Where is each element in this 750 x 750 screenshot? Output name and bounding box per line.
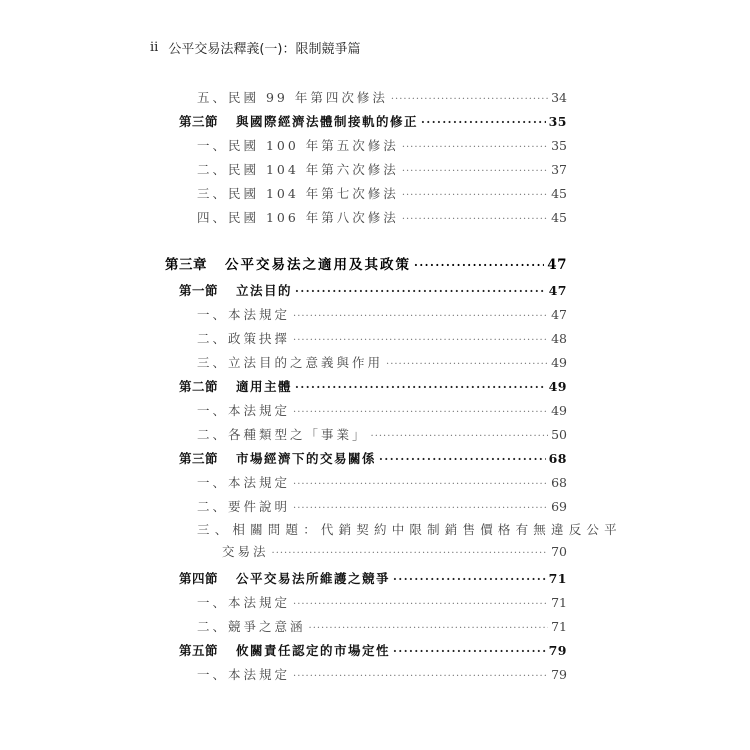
leader-dots xyxy=(379,453,546,466)
entry-page: 47 xyxy=(551,307,567,322)
toc-entry[interactable] xyxy=(197,305,567,323)
section-number: 第二節 xyxy=(179,379,219,394)
entry-label: 二、政策抉擇 xyxy=(197,331,291,346)
page-number: ii xyxy=(150,39,159,55)
entry-label: 一、本法規定 xyxy=(197,595,291,610)
leader-dots xyxy=(293,599,548,610)
chapter-page: 47 xyxy=(547,257,567,273)
entry-label: 三、民國 104 年第七次修法 xyxy=(197,186,399,201)
toc-section[interactable] xyxy=(179,641,567,659)
leader-dots xyxy=(421,116,546,129)
book-title: 公平交易法釋義(一)：限制競爭篇 xyxy=(168,41,361,57)
toc-entry[interactable] xyxy=(197,88,567,106)
section-title: 與國際經濟法體制接軌的修正 xyxy=(236,114,419,129)
section-title: 市場經濟下的交易關係 xyxy=(236,451,377,466)
leader-dots xyxy=(402,190,548,201)
section-number: 第三節 xyxy=(179,451,219,466)
section-page: 35 xyxy=(548,114,567,129)
leader-dots xyxy=(295,381,546,394)
entry-page: 49 xyxy=(551,403,567,418)
leader-dots xyxy=(293,503,548,514)
leader-dots xyxy=(371,431,549,442)
toc-entry[interactable] xyxy=(197,160,567,178)
leader-dots xyxy=(402,142,548,153)
leader-dots xyxy=(309,623,549,634)
entry-label: 四、民國 106 年第八次修法 xyxy=(197,210,399,225)
entry-label: 二、各種類型之「事業」 xyxy=(197,427,368,442)
entry-page: 34 xyxy=(551,90,567,105)
section-number: 第三節 xyxy=(179,114,219,129)
entry-page: 45 xyxy=(551,186,567,201)
toc-entry-wrapped-line[interactable]: 三、相關問題：代銷契約中限制銷售價格有無違反公平 xyxy=(197,522,622,537)
entry-label: 一、民國 100 年第五次修法 xyxy=(197,138,399,153)
leader-dots xyxy=(393,573,546,586)
leader-dots xyxy=(386,359,548,370)
entry-page: 71 xyxy=(551,619,567,634)
chapter-title: 公平交易法之適用及其政策 xyxy=(225,257,411,273)
section-title: 適用主體 xyxy=(236,379,293,394)
entry-page: 71 xyxy=(551,595,567,610)
toc-entry[interactable] xyxy=(197,617,567,635)
toc-entry[interactable] xyxy=(197,329,567,347)
section-title: 公平交易法所維護之競爭 xyxy=(236,571,391,586)
toc-entry[interactable] xyxy=(197,136,567,154)
section-page: 71 xyxy=(548,571,567,586)
toc-section[interactable] xyxy=(179,281,567,299)
toc-entry[interactable] xyxy=(197,425,567,443)
section-title: 立法目的 xyxy=(236,283,293,298)
entry-label: 二、民國 104 年第六次修法 xyxy=(197,162,399,177)
section-number: 第五節 xyxy=(179,643,219,658)
leader-dots xyxy=(293,407,548,418)
entry-label: 二、競爭之意涵 xyxy=(197,619,306,634)
toc-section[interactable] xyxy=(179,449,567,467)
entry-label: 交易法 xyxy=(222,544,269,559)
entry-label: 一、本法規定 xyxy=(197,307,291,322)
entry-page: 50 xyxy=(551,427,567,442)
section-number: 第四節 xyxy=(179,571,219,586)
entry-page: 35 xyxy=(551,138,567,153)
chapter-number: 第三章 xyxy=(165,257,207,273)
entry-page: 37 xyxy=(551,162,567,177)
toc-entry[interactable] xyxy=(197,208,567,226)
toc-entry[interactable] xyxy=(197,401,567,419)
toc-entry[interactable] xyxy=(197,497,567,515)
leader-dots xyxy=(293,671,548,682)
toc-section[interactable] xyxy=(179,377,567,395)
entry-label: 五、民國 99 年第四次修法 xyxy=(197,90,388,105)
leader-dots xyxy=(402,166,548,177)
section-page: 79 xyxy=(548,643,567,658)
section-title: 攸關責任認定的市場定性 xyxy=(236,643,391,658)
section-page: 47 xyxy=(548,283,567,298)
entry-page: 70 xyxy=(551,544,567,559)
leader-dots xyxy=(414,259,544,272)
toc-section[interactable] xyxy=(179,112,567,130)
toc-chapter[interactable] xyxy=(165,253,567,273)
entry-label: 一、本法規定 xyxy=(197,475,291,490)
leader-dots xyxy=(293,335,548,346)
entry-label: 一、本法規定 xyxy=(197,667,291,682)
entry-label: 二、要件說明 xyxy=(197,499,291,514)
leader-dots xyxy=(272,548,549,559)
entry-page: 68 xyxy=(551,475,567,490)
entry-label: 一、本法規定 xyxy=(197,403,291,418)
entry-page: 69 xyxy=(551,499,567,514)
leader-dots xyxy=(295,285,546,298)
entry-page: 49 xyxy=(551,355,567,370)
leader-dots xyxy=(293,479,548,490)
entry-label: 三、立法目的之意義與作用 xyxy=(197,355,384,370)
leader-dots xyxy=(402,214,548,225)
section-number: 第一節 xyxy=(179,283,219,298)
toc-entry[interactable] xyxy=(222,542,567,560)
section-page: 49 xyxy=(548,379,567,394)
section-page: 68 xyxy=(548,451,567,466)
toc-entry[interactable] xyxy=(197,184,567,202)
toc-entry[interactable] xyxy=(197,353,567,371)
toc-entry[interactable] xyxy=(197,665,567,683)
toc-entry[interactable] xyxy=(197,473,567,491)
entry-page: 79 xyxy=(551,667,567,682)
entry-page: 45 xyxy=(551,210,567,225)
entry-page: 48 xyxy=(551,331,567,346)
toc-entry[interactable] xyxy=(197,593,567,611)
leader-dots xyxy=(293,311,548,322)
leader-dots xyxy=(391,94,548,105)
leader-dots xyxy=(393,645,546,658)
toc-section[interactable] xyxy=(179,569,567,587)
